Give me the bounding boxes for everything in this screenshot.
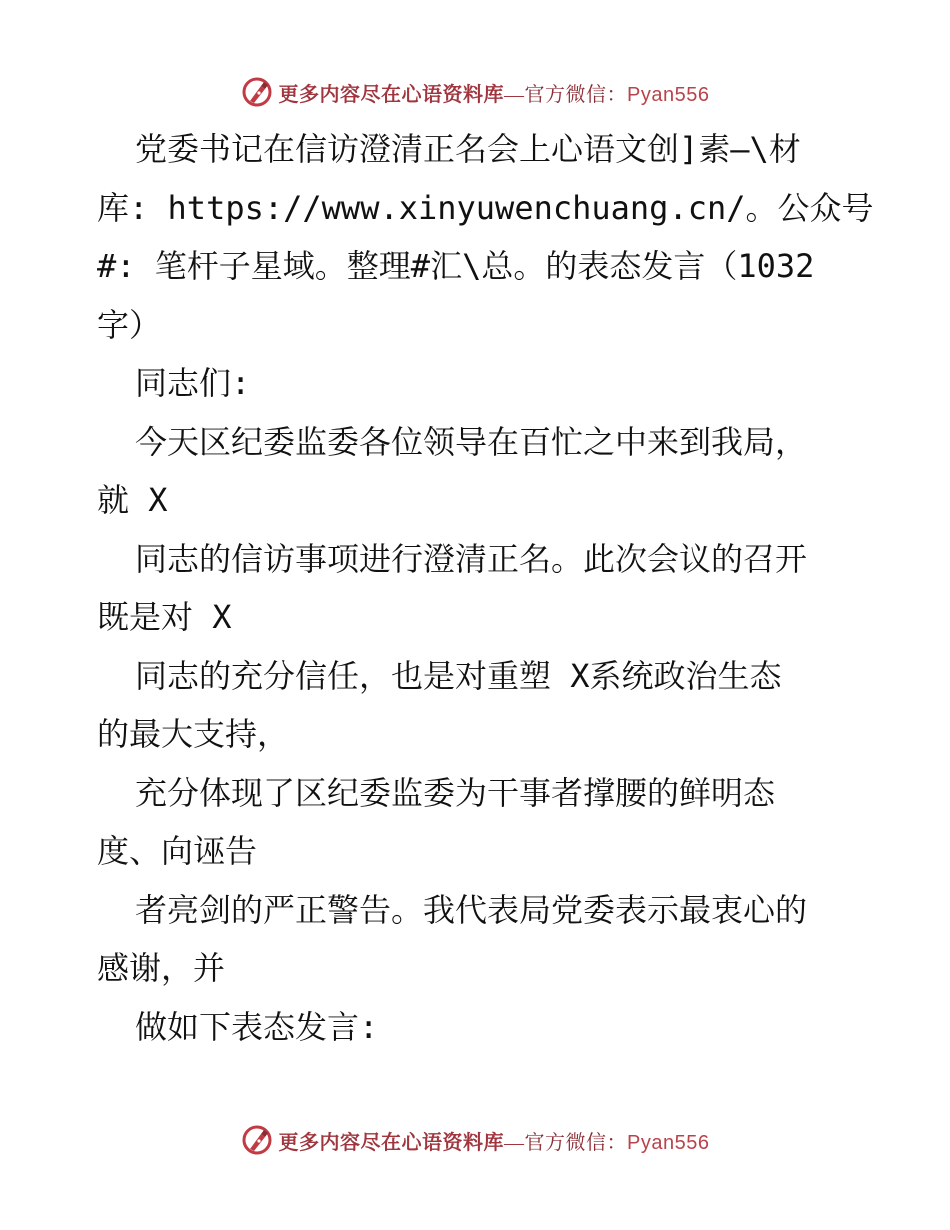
footer-watermark-banner bbox=[0, 1120, 950, 1160]
pen-nib-logo-icon bbox=[241, 76, 273, 108]
watermark-separator: — bbox=[504, 1131, 525, 1154]
text-line: 就 X bbox=[97, 481, 168, 519]
text-line: 党委书记在信访澄清正名会上心语文创]素—\材 bbox=[135, 130, 801, 168]
watermark-wechat-id: Pyan556 bbox=[627, 83, 710, 106]
header-watermark-banner bbox=[0, 72, 950, 112]
text-line: 今天区纪委监委各位领导在百忙之中来到我局， bbox=[135, 422, 808, 461]
watermark-wechat-id: Pyan556 bbox=[627, 1131, 710, 1154]
watermark-wechat-label: 官方微信： bbox=[524, 83, 628, 106]
watermark-text bbox=[279, 1126, 710, 1155]
text-line: 度、向诬告 bbox=[97, 832, 258, 870]
text-line: 充分体现了区纪委监委为干事者撑腰的鲜明态 bbox=[135, 773, 776, 812]
text-line: 的最大支持， bbox=[97, 715, 290, 753]
text-line: 同志的充分信任，也是对重塑 X系统政治生态 bbox=[135, 656, 782, 695]
text-line: 感谢，并 bbox=[97, 949, 226, 987]
watermark-brand: 更多内容尽在心语资料库 bbox=[278, 1131, 505, 1154]
text-line: 库: https://www.xinyuwenchuang.cn/。公众号 bbox=[97, 188, 874, 227]
text-line: 同志们: bbox=[135, 364, 251, 402]
watermark-wechat-label: 官方微信： bbox=[524, 1131, 628, 1154]
text-line: 字） bbox=[97, 305, 162, 344]
text-line: #: 笔杆子星域。整理#汇\总。的表态发言（1032 bbox=[97, 247, 815, 285]
watermark-separator: — bbox=[504, 83, 525, 106]
watermark-text bbox=[279, 78, 710, 107]
text-line: 既是对 X bbox=[97, 598, 232, 636]
text-line: 同志的信访事项进行澄清正名。此次会议的召开 bbox=[135, 539, 808, 578]
watermark-brand: 更多内容尽在心语资料库 bbox=[278, 83, 505, 106]
text-line: 做如下表态发言: bbox=[135, 1007, 379, 1046]
document-body bbox=[97, 120, 874, 1056]
text-line: 者亮剑的严正警告。我代表局党委表示最衷心的 bbox=[135, 890, 808, 929]
pen-nib-logo-icon bbox=[241, 1124, 273, 1156]
